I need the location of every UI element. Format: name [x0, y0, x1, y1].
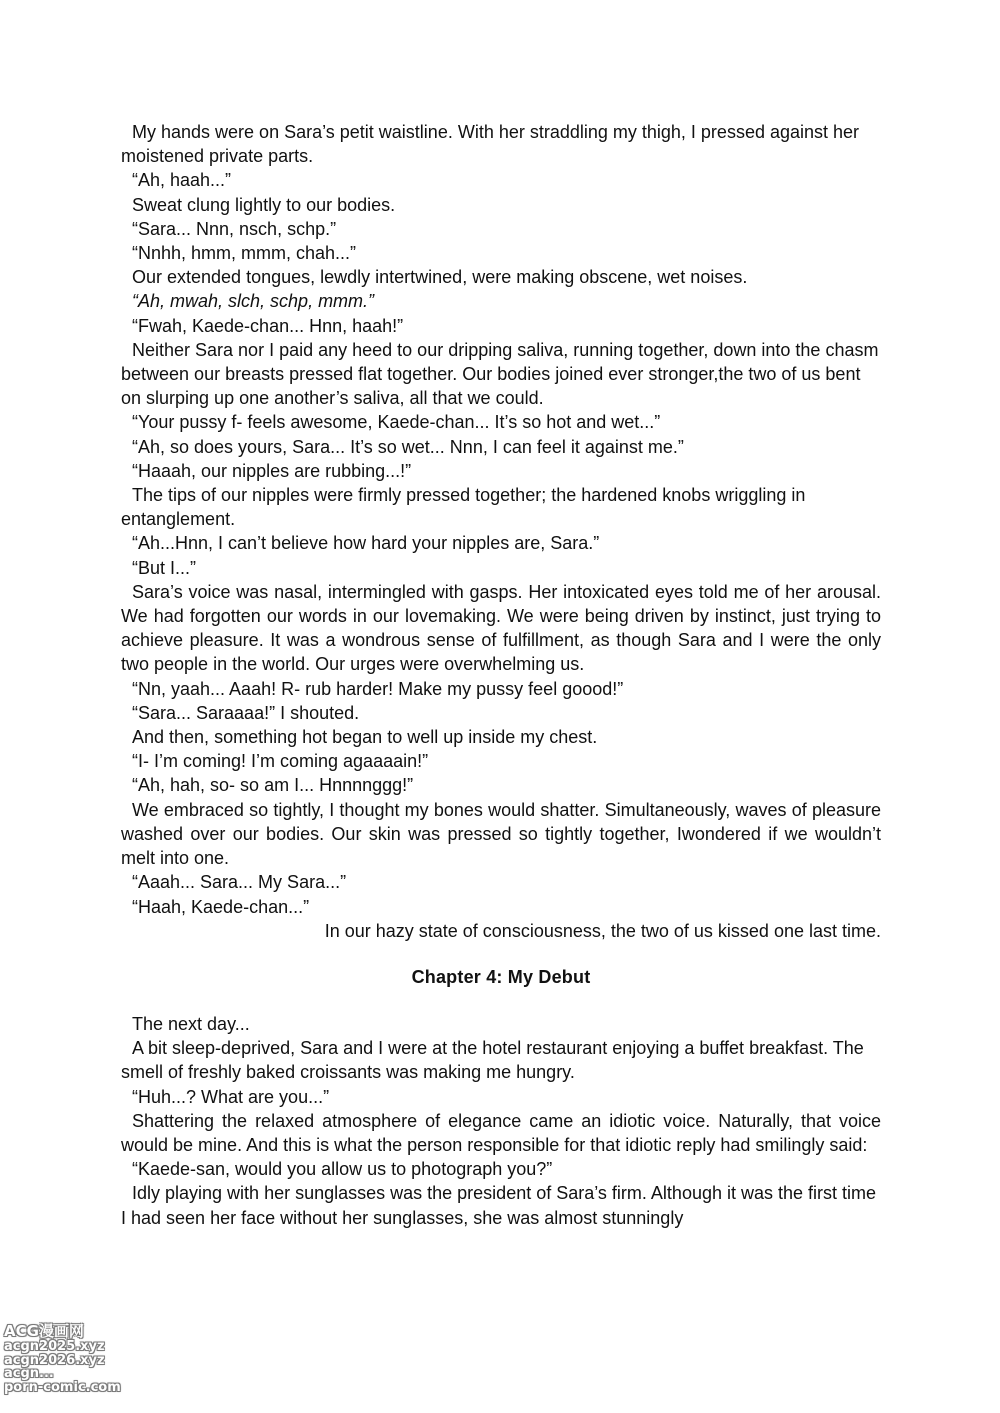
watermark	[4, 1323, 134, 1394]
dialogue-line: “Haah, Kaede-chan...”	[132, 896, 310, 917]
watermark-line: porn-comic.com	[4, 1379, 121, 1395]
dialogue-line: “Ah, hah, so- so am I... Hnnnnggg!”	[132, 775, 414, 796]
watermark-line: acgn2025.xyz	[4, 1339, 105, 1354]
paragraph: A bit sleep-deprived, Sara and I were at the hotel restaurant enjoying a buffet breakfast. The smell of freshly baked croissants was making me hungry.	[121, 1038, 864, 1083]
dialogue-line: “Nn, yaah... Aaah! R- rub harder! Make my pussy feel goood!”	[132, 678, 624, 699]
dialogue-line: “Aaah... Sara... My Sara...”	[132, 872, 347, 893]
dialogue-line: “Ah, haah...”	[132, 170, 232, 191]
watermark-line: acgn2026.xyz	[4, 1352, 105, 1368]
paragraph: Our extended tongues, lewdly intertwined, were making obscene, wet noises.	[132, 267, 748, 288]
paragraph: The tips of our nipples were firmly pressed together; the hardened knobs wriggling in entanglement.	[121, 485, 806, 530]
watermark-line: ACG漫画网	[4, 1322, 84, 1340]
paragraph: Sara’s voice was nasal, intermingled with gasps. Her intoxicated eyes told me of her arousal. We had forgotten our words in our lovemaking. We were being driven by instinct, just trying to achieve pleasure. It was a wondrous sense of fulfillment, as though Sara and I were the only two people in the world. Our urges were overwhelming us.	[121, 581, 881, 675]
paragraph: Sweat clung lightly to our bodies.	[132, 194, 396, 215]
dialogue-line: “Huh...? What are you...”	[132, 1086, 330, 1107]
paragraph: We embraced so tightly, I thought my bones would shatter. Simultaneously, waves of pleasure washed over our bodies. Our skin was pressed so tightly together, Iwondered if we wouldn’t melt into one.	[121, 799, 881, 869]
dialogue-line: “Sara... Saraaaa!” I shouted.	[132, 702, 360, 723]
paragraph: Shattering the relaxed atmosphere of elegance came an idiotic voice. Naturally, that voice would be mine. And this is what the person responsible for that idiotic reply had smilingly said:	[121, 1110, 881, 1155]
paragraph: My hands were on Sara’s petit waistline. With her straddling my thigh, I pressed against her moistened private parts.	[121, 122, 860, 167]
paragraph: Idly playing with her sunglasses was the president of Sara’s firm. Although it was the first time I had seen her face without her sunglasses, she was almost stunningly	[121, 1183, 877, 1228]
dialogue-line: “Kaede-san, would you allow us to photograph you?”	[132, 1159, 553, 1180]
dialogue-line: “Your pussy f- feels awesome, Kaede-chan... It’s so hot and wet...”	[132, 412, 661, 433]
paragraph: And then, something hot began to well up inside my chest.	[132, 727, 598, 748]
dialogue-line-italic: “Ah, mwah, slch, schp, mmm.”	[132, 291, 375, 312]
dialogue-line: “But I...”	[132, 557, 197, 578]
dialogue-line: “Sara... Nnn, nsch, schp.”	[132, 218, 337, 239]
watermark-line: acgn...	[4, 1366, 54, 1381]
paragraph: The next day...	[132, 1013, 250, 1034]
dialogue-line: “Nnhh, hmm, mmm, chah...”	[132, 243, 357, 264]
dialogue-line: “Fwah, Kaede-chan... Hnn, haah!”	[132, 315, 404, 336]
page-body	[121, 120, 881, 1230]
dialogue-line: “Haaah, our nipples are rubbing...!”	[132, 460, 412, 481]
chapter-heading: Chapter 4: My Debut	[411, 966, 591, 987]
closing-line: In our hazy state of consciousness, the two of us kissed one last time.	[324, 920, 881, 941]
dialogue-line: “I- I’m coming! I’m coming agaaaain!”	[132, 751, 429, 772]
paragraph: Neither Sara nor I paid any heed to our dripping saliva, running together, down into the chasm between our breasts pressed flat together. Our bodies joined ever stronger,the two of us bent on slurping up one another’s saliva, all that we could.	[121, 339, 879, 409]
dialogue-line: “Ah, so does yours, Sara... It’s so wet... Nnn, I can feel it against me.”	[132, 436, 684, 457]
dialogue-line: “Ah...Hnn, I can’t believe how hard your nipples are, Sara.”	[132, 533, 600, 554]
